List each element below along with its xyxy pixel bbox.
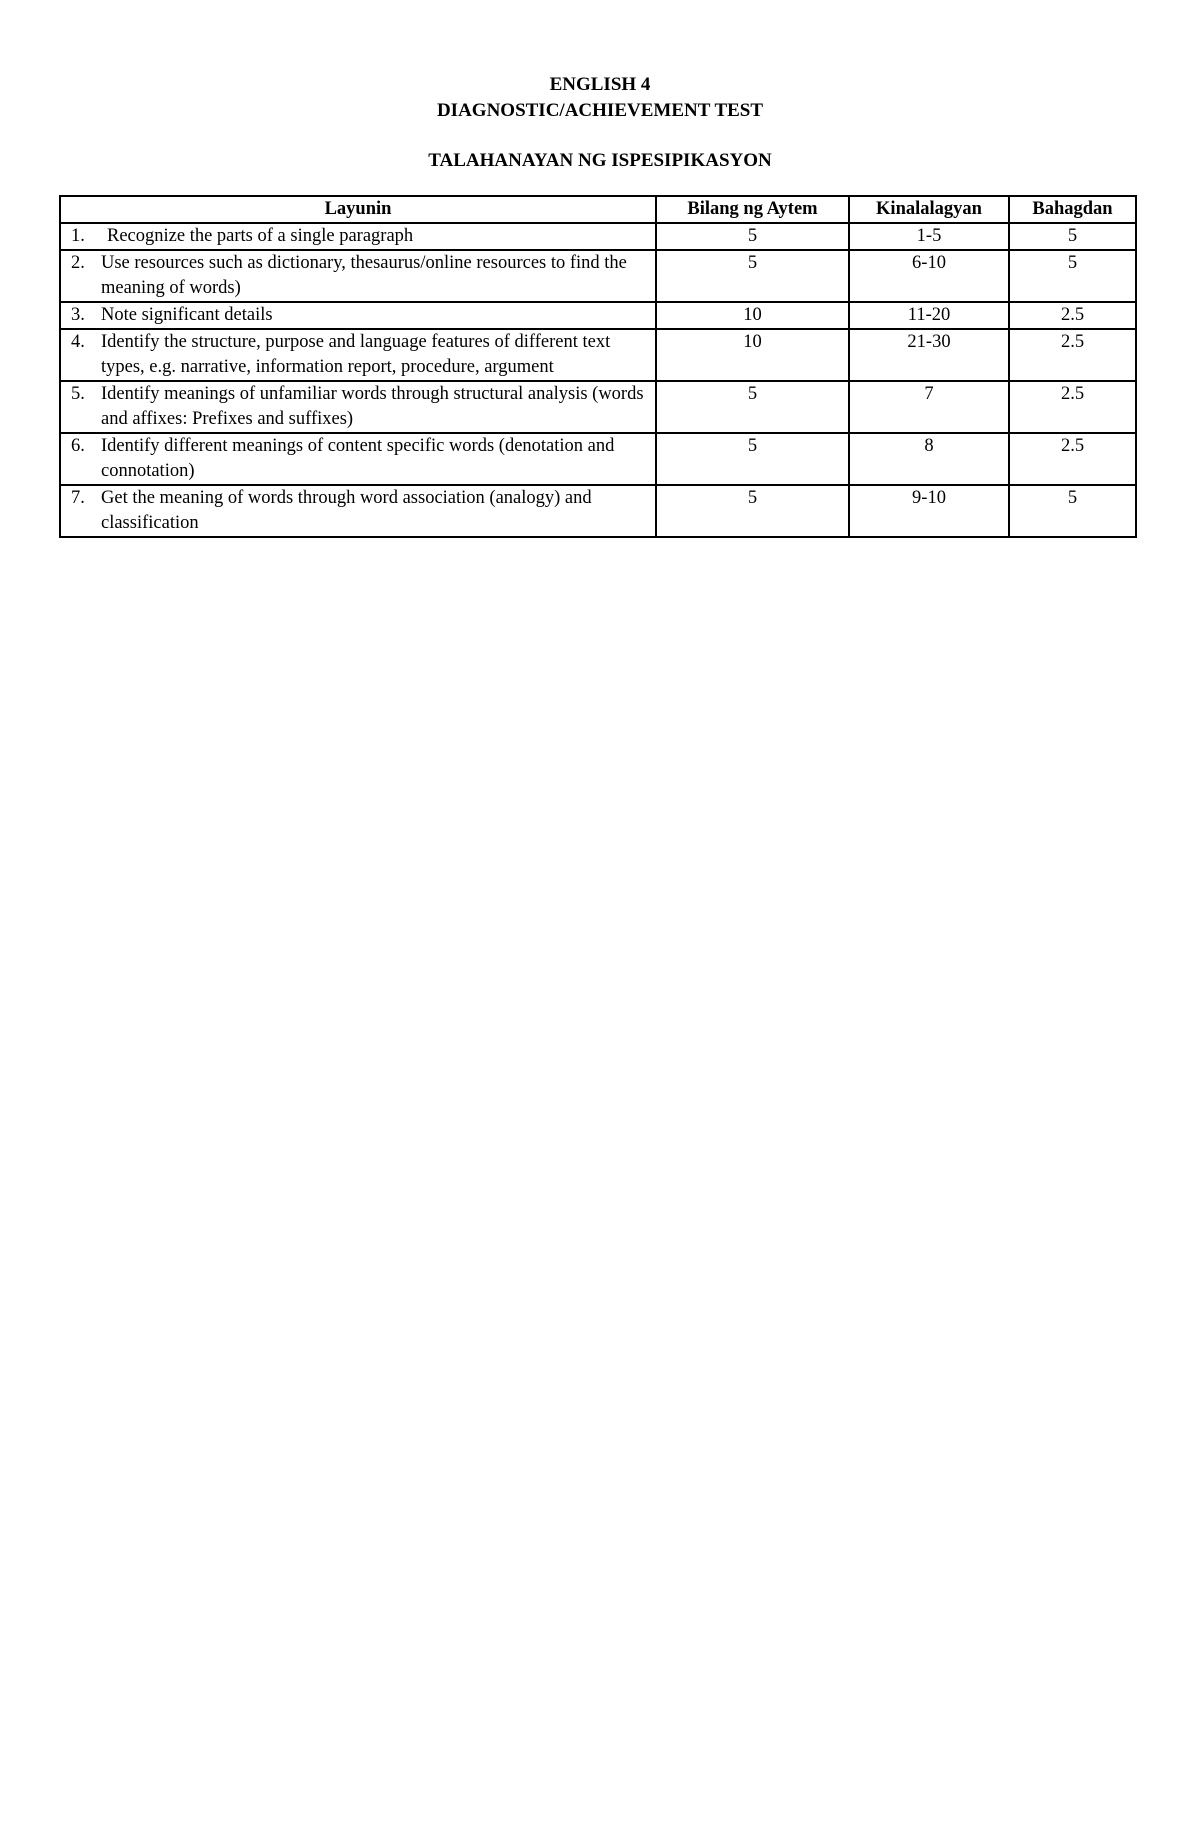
- row-index: 1.: [71, 226, 85, 246]
- table-row: [60, 381, 1136, 433]
- header-spacer: [0, 124, 1200, 148]
- column-header-bilang-ng-aytem: Bilang ng Aytem: [656, 196, 849, 223]
- row-index: 4.: [71, 332, 85, 352]
- row-index: 5.: [71, 384, 85, 404]
- percent-cell: 2.5: [1009, 329, 1136, 381]
- objective-cell: [60, 223, 656, 250]
- placement-cell: 9-10: [849, 485, 1009, 537]
- items-cell: 5: [656, 381, 849, 433]
- objective-text: Identify meanings of unfamiliar words through structural analysis (words and affixes: Prefixes and suffixes): [101, 384, 644, 429]
- items-cell: 5: [656, 223, 849, 250]
- objective-cell: [60, 250, 656, 302]
- percent-cell: 5: [1009, 223, 1136, 250]
- specification-table: [59, 195, 1137, 538]
- objective-text: Identify different meanings of content specific words (denotation and connotation): [101, 436, 615, 481]
- table-row: [60, 302, 1136, 329]
- objective-text: Get the meaning of words through word association (analogy) and classification: [101, 488, 592, 533]
- placement-cell: 7: [849, 381, 1009, 433]
- row-index: 7.: [71, 488, 85, 508]
- objective-cell: [60, 381, 656, 433]
- items-cell: 5: [656, 250, 849, 302]
- placement-cell: 21-30: [849, 329, 1009, 381]
- objective-cell: [60, 485, 656, 537]
- items-cell: 5: [656, 485, 849, 537]
- row-index: 6.: [71, 436, 85, 456]
- percent-cell: 5: [1009, 485, 1136, 537]
- table-row: [60, 223, 1136, 250]
- table-row: [60, 433, 1136, 485]
- objective-cell: [60, 302, 656, 329]
- objective-text: Recognize the parts of a single paragraph: [107, 226, 414, 246]
- objective-text: Use resources such as dictionary, thesaurus/online resources to find the meaning of words): [101, 253, 627, 298]
- row-index: 3.: [71, 305, 85, 325]
- percent-cell: 2.5: [1009, 381, 1136, 433]
- objective-text: Identify the structure, purpose and language features of different text types, e.g. narrative, information report, procedure, argument: [101, 332, 611, 377]
- document-title: ENGLISH 4: [549, 74, 651, 95]
- objective-text: Note significant details: [101, 305, 273, 325]
- items-cell: 10: [656, 302, 849, 329]
- objective-cell: [60, 329, 656, 381]
- table-row: [60, 485, 1136, 537]
- items-cell: 5: [656, 433, 849, 485]
- placement-cell: 6-10: [849, 250, 1009, 302]
- placement-cell: 8: [849, 433, 1009, 485]
- items-cell: 10: [656, 329, 849, 381]
- document-header: [0, 72, 1200, 174]
- objective-cell: [60, 433, 656, 485]
- percent-cell: 2.5: [1009, 302, 1136, 329]
- placement-cell: 11-20: [849, 302, 1009, 329]
- placement-cell: 1-5: [849, 223, 1009, 250]
- column-header-layunin: Layunin: [60, 196, 656, 223]
- column-header-kinalalagyan: Kinalalagyan: [849, 196, 1009, 223]
- table-row: [60, 250, 1136, 302]
- percent-cell: 2.5: [1009, 433, 1136, 485]
- table-row: [60, 329, 1136, 381]
- column-header-bahagdan: Bahagdan: [1009, 196, 1136, 223]
- document-test-type: DIAGNOSTIC/ACHIEVEMENT TEST: [436, 100, 764, 121]
- table-header-row: [60, 196, 1136, 223]
- document-subtitle: TALAHANAYAN NG ISPESIPIKASYON: [428, 150, 772, 171]
- percent-cell: 5: [1009, 250, 1136, 302]
- row-index: 2.: [71, 253, 85, 273]
